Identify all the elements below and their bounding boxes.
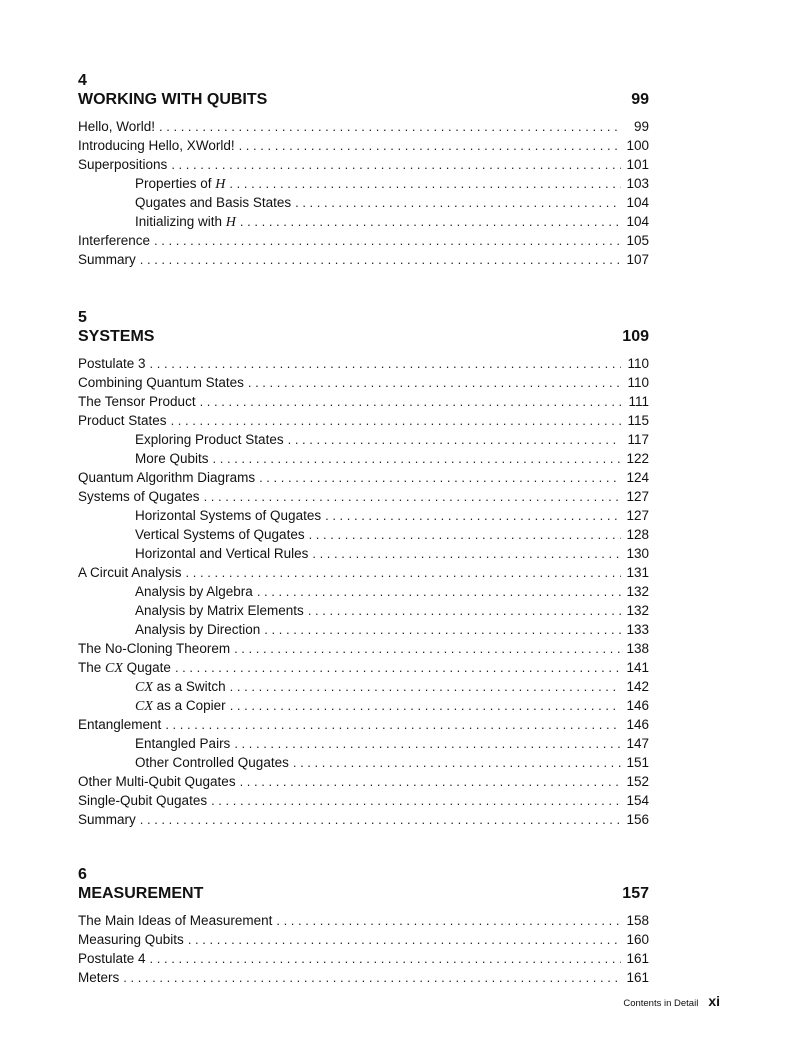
entry-title <box>135 506 321 525</box>
footer-page-number: xi <box>708 993 720 1009</box>
chapter-heading <box>78 884 649 904</box>
entry-text: Summary <box>78 252 136 267</box>
toc-entry[interactable] <box>78 392 649 411</box>
entry-title <box>135 449 209 468</box>
entry-page: 131 <box>626 565 649 580</box>
entry-text: The Main Ideas of Measurement <box>78 913 273 928</box>
section-gap <box>78 269 649 309</box>
toc-entry[interactable] <box>78 487 649 506</box>
entry-page: 152 <box>626 774 649 789</box>
entry-text: Quantum Algorithm Diagrams <box>78 470 256 485</box>
entry-title <box>78 772 236 791</box>
toc-entry[interactable] <box>78 250 649 269</box>
entry-page: 151 <box>626 755 649 770</box>
entry-text: Hello, World! <box>78 119 156 134</box>
entry-page: 124 <box>626 470 649 485</box>
entry-title <box>78 715 161 734</box>
toc-subentry[interactable] <box>78 174 649 193</box>
entry-title <box>78 949 146 968</box>
entry-page: 132 <box>626 603 649 618</box>
chapter-heading <box>78 90 649 110</box>
leader-dots <box>150 354 621 373</box>
toc-subentry[interactable] <box>78 544 649 563</box>
toc-entry[interactable] <box>78 911 649 930</box>
toc-entry[interactable] <box>78 231 649 250</box>
leader-dots <box>259 468 621 487</box>
toc-entry[interactable] <box>78 155 649 174</box>
entry-page: 127 <box>626 489 649 504</box>
entry-title <box>135 174 225 194</box>
toc-subentry[interactable] <box>78 620 649 639</box>
entry-title <box>135 677 226 697</box>
entry-page: 154 <box>626 793 649 808</box>
toc-subentry[interactable] <box>78 193 649 212</box>
leader-dots <box>186 563 621 582</box>
entry-title <box>78 411 167 430</box>
entry-page: 128 <box>626 527 649 542</box>
entry-text: Horizontal Systems of Qugates <box>135 508 322 523</box>
leader-dots <box>229 174 621 193</box>
entry-title <box>135 696 226 716</box>
entry-page: 110 <box>627 375 649 390</box>
entry-text: Qugates and Basis States <box>135 195 292 210</box>
entry-text: Analysis by Algebra <box>135 584 253 599</box>
entry-text: Properties of <box>135 176 216 191</box>
toc-subentry[interactable] <box>78 753 649 772</box>
toc-subentry[interactable] <box>78 601 649 620</box>
leader-dots <box>230 677 621 696</box>
chapter-title[interactable]: SYSTEMS <box>78 328 155 345</box>
entry-text: Superpositions <box>78 157 168 172</box>
entry-title <box>78 155 167 174</box>
leader-dots <box>240 212 621 231</box>
leader-dots <box>213 449 621 468</box>
entry-title <box>135 525 305 544</box>
entry-page: 141 <box>626 660 649 675</box>
entry-page: 122 <box>626 451 649 466</box>
leader-dots <box>188 930 621 949</box>
entry-text: A Circuit Analysis <box>78 565 182 580</box>
leader-dots <box>295 193 621 212</box>
math-symbol: CX <box>135 680 153 695</box>
page-footer <box>590 993 720 1009</box>
toc-entry[interactable] <box>78 117 649 136</box>
toc-subentry[interactable] <box>78 582 649 601</box>
entry-text: Measuring Qubits <box>78 932 184 947</box>
leader-dots <box>234 639 621 658</box>
entry-text: Vertical Systems of Qugates <box>135 527 305 542</box>
chapter-title[interactable]: MEASUREMENT <box>78 885 204 902</box>
entry-title <box>78 810 136 829</box>
leader-dots <box>204 487 621 506</box>
leader-dots <box>175 658 621 677</box>
entry-text: Exploring Product States <box>135 432 284 447</box>
leader-dots <box>308 601 621 620</box>
toc-entry[interactable] <box>78 658 649 677</box>
entry-page: 105 <box>626 233 649 248</box>
entry-page: 107 <box>626 252 649 267</box>
entry-text: Entangled Pairs <box>135 736 231 751</box>
entry-page: 103 <box>626 176 649 191</box>
chapter-number: 4 <box>78 72 87 89</box>
toc-subentry[interactable] <box>78 506 649 525</box>
leader-dots <box>140 250 621 269</box>
leader-dots <box>171 155 621 174</box>
entry-text: More Qubits <box>135 451 209 466</box>
entry-title <box>78 658 171 678</box>
entry-page: 117 <box>627 432 649 447</box>
toc-entry[interactable] <box>78 949 649 968</box>
entry-text: as a Copier <box>152 698 226 713</box>
leader-dots <box>257 582 621 601</box>
entry-text: Entanglement <box>78 717 162 732</box>
entry-page: 101 <box>626 157 649 172</box>
toc-entry[interactable] <box>78 968 649 987</box>
entry-text: Meters <box>78 970 120 985</box>
entry-page: 133 <box>626 622 649 637</box>
leader-dots <box>154 231 621 250</box>
entry-page: 110 <box>627 356 649 371</box>
entry-text: Introducing Hello, XWorld! <box>78 138 235 153</box>
leader-dots <box>159 117 621 136</box>
leader-dots <box>171 411 621 430</box>
entry-page: 156 <box>626 812 649 827</box>
chapter-section <box>78 72 649 269</box>
leader-dots <box>325 506 621 525</box>
entry-text: Postulate 4 <box>78 951 146 966</box>
entry-page: 115 <box>627 413 649 428</box>
section-gap <box>78 829 649 866</box>
entry-title <box>135 601 304 620</box>
entry-page: 111 <box>628 394 649 409</box>
entry-page: 130 <box>626 546 649 561</box>
toc-entry[interactable] <box>78 468 649 487</box>
table-of-contents <box>78 72 649 987</box>
toc-entry[interactable] <box>78 354 649 373</box>
chapter-heading <box>78 327 649 347</box>
entry-text: The Tensor Product <box>78 394 196 409</box>
entry-title <box>78 468 255 487</box>
leader-dots <box>264 620 621 639</box>
chapter-title[interactable]: WORKING WITH QUBITS <box>78 91 268 108</box>
math-symbol: H <box>215 177 226 192</box>
toc-entry[interactable] <box>78 791 649 810</box>
entry-text: Analysis by Direction <box>135 622 261 637</box>
chapter-section <box>78 309 649 829</box>
toc-entry[interactable] <box>78 639 649 658</box>
entry-title <box>78 563 182 582</box>
entry-page: 146 <box>626 717 649 732</box>
leader-dots <box>312 544 621 563</box>
toc-entry[interactable] <box>78 772 649 791</box>
toc-subentry[interactable] <box>78 734 649 753</box>
entry-title <box>78 231 150 250</box>
leader-dots <box>150 949 621 968</box>
entry-page: 132 <box>626 584 649 599</box>
entry-title <box>78 930 184 949</box>
entry-page: 147 <box>626 736 649 751</box>
entry-title <box>78 354 146 373</box>
toc-entry[interactable] <box>78 563 649 582</box>
toc-entry[interactable] <box>78 373 649 392</box>
entry-page: 104 <box>626 214 649 229</box>
entry-title <box>135 193 291 212</box>
leader-dots <box>123 968 621 987</box>
toc-entry[interactable] <box>78 411 649 430</box>
entry-text: Product States <box>78 413 167 428</box>
leader-dots <box>288 430 621 449</box>
entry-title <box>135 582 253 601</box>
math-symbol: CX <box>135 699 153 714</box>
entry-title <box>78 968 119 987</box>
entry-title <box>78 639 230 658</box>
leader-dots <box>248 373 621 392</box>
entry-text: Interference <box>78 233 151 248</box>
entry-title <box>78 911 272 930</box>
leader-dots <box>276 911 621 930</box>
entry-text: Systems of Qugates <box>78 489 200 504</box>
entry-text: Summary <box>78 812 136 827</box>
toc-subentry[interactable] <box>78 696 649 715</box>
entry-text: Other Controlled Qugates <box>135 755 289 770</box>
toc-entry[interactable] <box>78 810 649 829</box>
entry-page: 104 <box>626 195 649 210</box>
leader-dots <box>165 715 621 734</box>
entry-title <box>135 430 284 449</box>
chapter-page[interactable]: 99 <box>631 91 649 108</box>
entry-page: 127 <box>626 508 649 523</box>
toc-subentry[interactable] <box>78 212 649 231</box>
entry-text: The No-Cloning Theorem <box>78 641 231 656</box>
entry-title <box>135 753 289 772</box>
toc-subentry[interactable] <box>78 525 649 544</box>
entry-text: Other Multi-Qubit Qugates <box>78 774 236 789</box>
entry-page: 142 <box>626 679 649 694</box>
entry-text: Initializing with <box>135 214 226 229</box>
toc-subentry[interactable] <box>78 449 649 468</box>
entry-page: 100 <box>626 138 649 153</box>
entry-page: 146 <box>626 698 649 713</box>
entry-title <box>78 250 136 269</box>
entry-page: 138 <box>626 641 649 656</box>
entry-text: Single-Qubit Qugates <box>78 793 208 808</box>
entry-page: 99 <box>633 119 649 134</box>
entry-text: The <box>78 660 106 675</box>
leader-dots <box>309 525 621 544</box>
toc-subentry[interactable] <box>78 677 649 696</box>
entry-title <box>78 136 235 155</box>
toc-subentry[interactable] <box>78 430 649 449</box>
footer-label: Contents in Detail <box>623 998 699 1009</box>
entry-text: Combining Quantum States <box>78 375 244 390</box>
leader-dots <box>239 136 621 155</box>
toc-entry[interactable] <box>78 715 649 734</box>
chapter-page[interactable]: 109 <box>622 328 649 345</box>
leader-dots <box>230 696 621 715</box>
entry-page: 161 <box>626 951 649 966</box>
math-symbol: CX <box>105 661 123 676</box>
entry-page: 160 <box>626 932 649 947</box>
leader-dots <box>240 772 621 791</box>
entry-text: Horizontal and Vertical Rules <box>135 546 309 561</box>
entry-title <box>135 620 260 639</box>
leader-dots <box>234 734 621 753</box>
chapter-number: 5 <box>78 309 87 326</box>
toc-entry[interactable] <box>78 136 649 155</box>
chapter-number: 6 <box>78 866 87 883</box>
leader-dots <box>140 810 621 829</box>
leader-dots <box>200 392 621 411</box>
entry-title <box>135 734 230 753</box>
entry-title <box>78 392 196 411</box>
chapter-page[interactable]: 157 <box>622 885 649 902</box>
chapter-section <box>78 866 649 987</box>
entry-title <box>135 212 236 232</box>
entry-text: Analysis by Matrix Elements <box>135 603 304 618</box>
entry-page: 161 <box>626 970 649 985</box>
entry-text-after: Qugate <box>122 660 171 675</box>
entry-title <box>78 487 200 506</box>
leader-dots <box>293 753 621 772</box>
entry-text: Postulate 3 <box>78 356 146 371</box>
entry-page: 158 <box>626 913 649 928</box>
math-symbol: H <box>225 215 236 230</box>
toc-entry[interactable] <box>78 930 649 949</box>
entry-title <box>78 117 155 136</box>
entry-text: as a Switch <box>152 679 226 694</box>
entry-title <box>78 791 207 810</box>
entry-title <box>135 544 308 563</box>
entry-title <box>78 373 244 392</box>
leader-dots <box>211 791 621 810</box>
